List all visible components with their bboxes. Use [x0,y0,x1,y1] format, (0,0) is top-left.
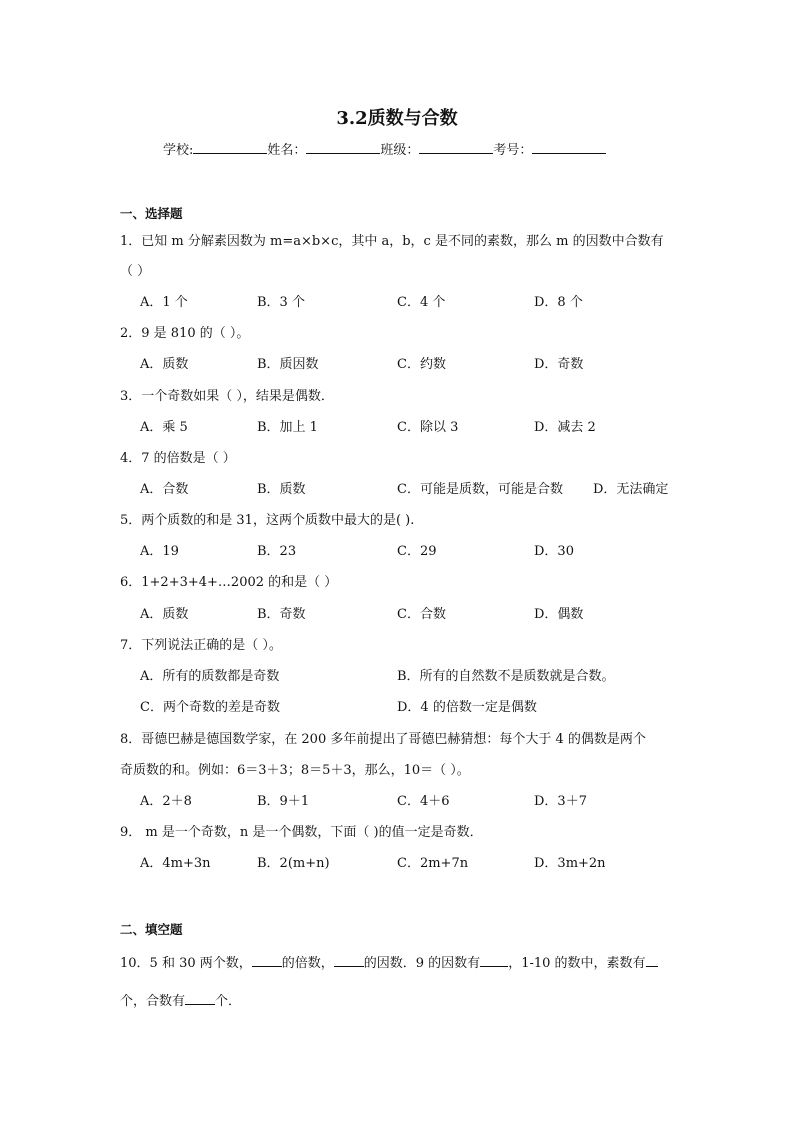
option-a[interactable]: A．2＋8 [140,794,192,809]
option-a[interactable]: A．质数 [140,357,189,372]
question-4: 4．7 的倍数是（ ） [120,451,236,466]
answer-blank-2[interactable] [334,955,364,967]
answer-blank-5[interactable] [185,993,215,1005]
option-b[interactable]: B．3 个 [257,295,305,310]
section-heading-choice: 一、选择题 [120,206,183,221]
option-b[interactable]: B．加上 1 [257,420,318,435]
class-blank[interactable] [419,141,493,154]
question-7-options-row-2 [140,696,700,714]
question-6: 6．1+2+3+4+…2002 的和是（ ） [120,575,338,590]
question-10-line-1 [120,952,658,971]
option-b[interactable]: B．奇数 [257,607,306,622]
option-c[interactable]: C．4 个 [397,295,446,310]
exam-no-blank[interactable] [532,141,606,154]
option-c[interactable]: C．合数 [397,607,446,622]
option-c[interactable]: C．2m+7n [397,856,469,871]
option-d[interactable]: D．30 [534,544,574,559]
option-b[interactable]: B．9＋1 [257,794,310,809]
option-d[interactable]: D．减去 2 [534,420,596,435]
option-b[interactable]: B．质因数 [257,357,319,372]
option-c[interactable]: C．两个奇数的差是奇数 [140,700,280,715]
question-1-line-2: （ ） [120,264,151,279]
name-blank[interactable] [306,141,380,154]
question-8-line-2: 奇质数的和。例如：6＝3＋3；8＝5＋3，那么，10＝（ ）。 [120,763,470,778]
option-a[interactable]: A．1 个 [140,295,188,310]
option-c[interactable]: C．29 [397,544,437,559]
option-a[interactable]: A．质数 [140,607,189,622]
answer-blank-4[interactable] [646,955,658,967]
option-d[interactable]: D．无法确定 [593,482,669,497]
question-4-options [140,478,700,496]
school-blank[interactable] [193,141,267,154]
question-5-options [140,540,700,558]
question-7: 7．下列说法正确的是（ ）。 [120,638,282,653]
question-10-text-1: 10．5 和 30 两个数， [120,956,252,971]
option-c[interactable]: C．可能是质数，可能是合数 [397,482,563,497]
question-10-line-2 [120,990,241,1009]
question-1-line-1: 1．已知 m 分解素因数为 m=a×b×c，其中 a，b，c 是不同的素数，那么 m 的因数中合数有 [120,234,664,249]
option-c[interactable]: C．除以 3 [397,420,459,435]
question-9-options [140,852,700,870]
option-d[interactable]: D．3＋7 [534,794,587,809]
option-c[interactable]: C．4＋6 [397,794,450,809]
option-d[interactable]: D．偶数 [534,607,584,622]
question-8-line-1: 8．哥德巴赫是德国数学家，在 200 多年前提出了哥德巴赫猜想：每个大于 4 的偶数是两个 [120,732,646,747]
option-d[interactable]: D．3m+2n [534,856,606,871]
question-10-text-6: 个． [215,994,242,1009]
question-2: 2．9 是 810 的（ ）。 [120,326,250,341]
exam-no-label: 考号： [493,143,533,158]
question-2-options [140,353,700,371]
question-3: 3．一个奇数如果（ ），结果是偶数． [120,389,334,404]
question-9: 9． m 是一个奇数，n 是一个偶数，下面（ )的值一定是奇数． [120,825,483,840]
option-d[interactable]: D．4 的倍数一定是偶数 [397,700,537,715]
class-label: 班级： [380,143,420,158]
option-c[interactable]: C．约数 [397,357,446,372]
option-a[interactable]: A．4m+3n [140,856,211,871]
question-1-options [140,291,700,309]
section-heading-fill-blank: 二、填空题 [120,922,183,937]
option-d[interactable]: D．8 个 [534,295,583,310]
question-6-options [140,603,700,621]
question-3-options [140,416,700,434]
question-5: 5．两个质数的和是 31，这两个质数中最大的是( ). [120,513,415,528]
option-d[interactable]: D．奇数 [534,357,584,372]
name-label: 姓名： [267,143,307,158]
option-a[interactable]: A．乘 5 [140,420,188,435]
option-a[interactable]: A．19 [140,544,179,559]
option-a[interactable]: A．所有的质数都是奇数 [140,669,280,684]
option-b[interactable]: B．2(m+n) [257,856,330,871]
student-info [163,139,606,158]
question-10-text-3: 的因数．9 的因数有 [363,956,481,971]
answer-blank-1[interactable] [252,955,282,967]
school-label: 学校: [163,143,194,158]
option-b[interactable]: B．所有的自然数不是质数就是合数。 [397,669,615,684]
question-10-text-4: ，1-10 的数中，素数有 [508,956,646,971]
page-title: 3.2质数与合数 [336,108,458,129]
answer-blank-3[interactable] [480,955,508,967]
question-8-options [140,790,700,808]
option-a[interactable]: A．合数 [140,482,189,497]
question-10-text-2: 的倍数， [281,956,334,971]
question-10-text-5: 个，合数有 [120,994,186,1009]
option-b[interactable]: B．23 [257,544,297,559]
option-b[interactable]: B．质数 [257,482,306,497]
question-7-options-row-1 [140,665,700,683]
